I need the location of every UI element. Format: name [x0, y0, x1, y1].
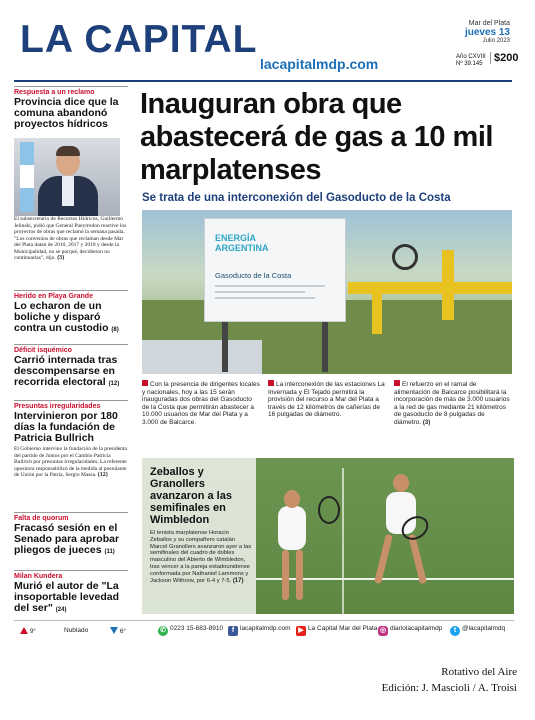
whatsapp-contact[interactable]: ✆ 0223 15-683-8910 [158, 625, 223, 636]
story-headline: Fracasó sesión en el Senado para aprobar pliegos de jueces (11) [14, 522, 120, 556]
sports-headline: Zeballos y Granollers avanzaron a las semifinales en Wimbledon [150, 466, 232, 526]
story-kicker: Falta de quorum [14, 512, 128, 522]
story-headline: Provincia dice que la comuna abandonó proyectos hídricos [14, 96, 119, 130]
facebook-contact[interactable]: f lacapitalmdp.com [228, 625, 291, 636]
story-headline: Lo echaron de un boliche y disparó contra un custodio (8) [14, 300, 119, 334]
instagram-contact[interactable]: ◎ diariolacapitalmdp [379, 625, 443, 634]
month-label: Julio 2023 [482, 38, 510, 44]
newspaper-front-page [8, 8, 518, 638]
yellow-pipe [348, 282, 512, 294]
sign-title: Gasoducto de la Costa [215, 271, 292, 280]
story-column-2: La interconexión de las estaciones La Invernada y El Tejado permitirá la provisión del recurso a Mar del Plata a través de 12 kilómetros de cañerías de 16 pulgadas de diámetro. [268, 381, 385, 419]
day-label: jueves 13 [464, 27, 510, 38]
city-label: Mar del Plata [468, 20, 510, 27]
gas-pipeline-photo [142, 210, 512, 374]
newspaper-logo: LA CAPITAL [20, 18, 258, 61]
story-headline: Intervinieron por 180 días la fundación de Patricia Bullrich [14, 410, 118, 444]
footer-bar [14, 620, 514, 640]
sidebar-story-senado[interactable] [14, 512, 128, 558]
main-subheadline: Se trata de una interconexión del Gasoducto de la Costa [142, 192, 451, 204]
story-kicker: Respuesta a un reclamo [14, 86, 128, 96]
weather-condition: Nublado [64, 627, 89, 634]
story-body: El subsecretario de Recursos Hídricos, Guillermo Jelinski, pidió que General Pueyrredon reactive los proyectos de obras que reclamó la semana pasada. "Los convenios de obras que reclaman desde Mar del Plata datan de 2010, 2017 y 2018 y desde la Municipalidad, no se porqué, decidieron no continuarlas", dijo. (3) [14, 216, 127, 261]
bullet-square-icon [142, 380, 148, 386]
facebook-icon: f [228, 626, 238, 636]
weather-min: 6° [110, 627, 126, 635]
story-kicker: Presuntas irregularidades [14, 400, 128, 410]
story-body: El Gobierno intervino la fundación de la presidenta del partido de Juntos por el Cambio Patricia Bullrich por presuntas irregularidades. La referente opositora responsabilizó de la medida al postulante de Unión por la Patria, Sergio Massa. (12) [14, 446, 127, 478]
date-block [458, 20, 510, 44]
story-kicker: Herido en Playa Grande [14, 290, 128, 300]
masthead [14, 14, 519, 76]
edition-credits [382, 664, 517, 696]
bullet-square-icon [394, 380, 400, 386]
credits-editors: Edición: J. Mascioli / A. Troisi [381, 682, 517, 694]
temperature-up-icon [20, 627, 28, 634]
wimbledon-photo[interactable] [142, 458, 514, 614]
main-headline[interactable]: Inauguran obra que abastecerá de gas a 10 mil marplatenses [140, 88, 493, 186]
story-column-1: Con la presencia de dirigentes locales y nacionales, hoy a las 15 serán inauguradas dos obras del Gasoducto de la Costa que permitirán abastecer a 10.000 usuarios de Mar del Plata y a 3.000 de Balcarce. [142, 381, 260, 426]
whatsapp-icon: ✆ [158, 626, 168, 636]
story-kicker: Déficit isquémico [14, 344, 128, 354]
tennis-player-left [278, 506, 306, 550]
story-headline: Carrió internada tras descompensarse en recorrida electoral (12) [14, 354, 120, 388]
instagram-icon: ◎ [379, 627, 387, 634]
issue-number: Año CXVIII Nº 39.145 [456, 54, 486, 67]
sidebar-story-hidricos[interactable] [14, 86, 128, 262]
story-kicker: Milan Kundera [14, 570, 128, 580]
bullet-square-icon [268, 380, 274, 386]
masthead-divider [14, 80, 512, 82]
valve-wheel [392, 244, 418, 270]
price-label: $200 [490, 52, 518, 64]
twitter-icon: t [450, 626, 460, 636]
story-headline: Murió el autor de "La insoportable levedad del ser" (24) [14, 580, 120, 614]
story-column-3: El refuerzo en el ramal de alimentación de Balcarce posibilitará la incorporación de más de 3.000 usuarios a la red de gas mediante 21 kilómetros de gasoducto de 8 pulgadas de diámetro. (3) [394, 381, 510, 426]
sidebar-story-custodio[interactable] [14, 290, 128, 336]
flag-shape [20, 142, 34, 212]
official-portrait-photo [14, 138, 120, 216]
sidebar-story-bullrich[interactable] [14, 400, 128, 479]
main-story-columns [142, 380, 514, 450]
inauguration-sign [204, 218, 346, 322]
sidebar-story-carrio[interactable] [14, 344, 128, 390]
credits-program: Rotativo del Aire [441, 666, 517, 678]
website-url: lacapitalmdp.com [260, 56, 379, 72]
temperature-down-icon [110, 627, 118, 634]
youtube-contact[interactable]: ▶ La Capital Mar del Plata [296, 625, 377, 636]
youtube-icon: ▶ [296, 626, 306, 636]
weather-max: 9° [20, 627, 36, 635]
twitter-contact[interactable]: t @lacapitalmdq [450, 625, 505, 636]
sports-body: El tenista marplatense Horacio Zeballos y su compañero catalán Marcel Granollers avanzaron ayer a las semifinales del cuadro de dobles masculino del Abierto de Wimbledon, tras vencer a la pareja estadounidense conformada por Nathaniel Lammons y Jackson Withrow, por 6-4 y 7-5. (17) [150, 530, 252, 584]
sidebar-story-kundera[interactable] [14, 570, 128, 616]
energia-argentina-logo: ENERGÍA ARGENTINA [215, 233, 269, 253]
tennis-racket-icon [318, 496, 340, 524]
